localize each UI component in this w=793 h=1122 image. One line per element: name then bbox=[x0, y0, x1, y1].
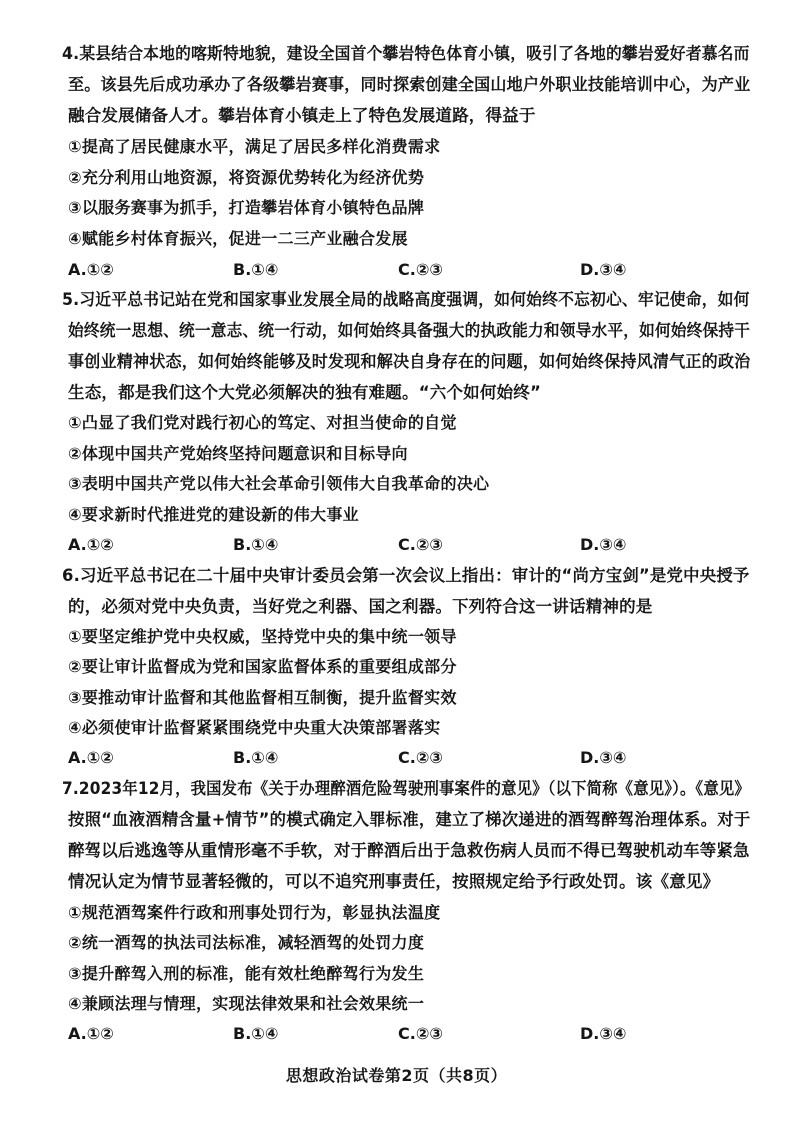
option-a[interactable]: A.①② bbox=[68, 260, 114, 279]
question-stem-line: 至。该县先后成功承办了各级攀岩赛事，同时探索创建全国山地户外职业技能培训中心，为产业 bbox=[68, 75, 751, 94]
question-stem-line: 融合发展储备人才。攀岩体育小镇走上了特色发展道路，得益于 bbox=[68, 106, 536, 125]
question-stem-line: 4.某县结合本地的喀斯特地貌，建设全国首个攀岩特色体育小镇，吸引了各地的攀岩爱好者慕名而 bbox=[62, 44, 750, 63]
option-c[interactable]: C.②③ bbox=[398, 260, 443, 279]
question-stem-line: 7.2023年12月，我国发布《关于办理醉酒危险驾驶刑事案件的意见》（以下简称《意见》）。《意见》 bbox=[62, 779, 750, 798]
option-a[interactable]: A.①② bbox=[68, 535, 114, 554]
statement-3: ③要推动审计监督和其他监督相互制衡，提升监督实效 bbox=[68, 688, 457, 707]
option-d[interactable]: D.③④ bbox=[580, 535, 627, 554]
option-b[interactable]: B.①④ bbox=[233, 535, 279, 554]
option-b[interactable]: B.①④ bbox=[233, 260, 279, 279]
question-stem-line: 6.习近平总书记在二十届中央审计委员会第一次会议上指出：审计的“尚方宝剑”是党中央授予 bbox=[62, 566, 750, 585]
question-stem-line: 醉驾以后逃逸等从重情形毫不手软，对于醉酒后出于急救伤病人员而不得已驾驶机动车等紧急 bbox=[68, 841, 750, 860]
option-b[interactable]: B.①④ bbox=[233, 748, 279, 767]
question-stem-line: 事创业精神状态，如何始终能够及时发现和解决自身存在的问题，如何始终保持风清气正的政治 bbox=[68, 352, 751, 371]
statement-1: ①提高了居民健康水平，满足了居民多样化消费需求 bbox=[68, 137, 441, 156]
question-stem-line: 情况认定为情节显著轻微的，可以不追究刑事责任，按照规定给予行政处罚。该《意见》 bbox=[68, 872, 720, 891]
option-c[interactable]: C.②③ bbox=[398, 535, 443, 554]
statement-1: ①凸显了我们党对践行初心的笃定、对担当使命的自觉 bbox=[68, 413, 457, 432]
option-d[interactable]: D.③④ bbox=[580, 1024, 627, 1043]
option-c[interactable]: C.②③ bbox=[398, 1024, 443, 1043]
statement-3: ③以服务赛事为抓手，打造攀岩体育小镇特色品牌 bbox=[68, 198, 425, 217]
option-b[interactable]: B.①④ bbox=[233, 1024, 279, 1043]
statement-2: ②充分利用山地资源，将资源优势转化为经济优势 bbox=[68, 168, 425, 187]
option-d[interactable]: D.③④ bbox=[580, 748, 627, 767]
statement-4: ④兼顾法理与情理，实现法律效果和社会效果统一 bbox=[68, 994, 425, 1013]
question-stem-line: 5.习近平总书记站在党和国家事业发展全局的战略高度强调，如何始终不忘初心、牢记使命，如何 bbox=[62, 290, 750, 309]
question-stem-line: 的，必须对党中央负责，当好党之利器、国之利器。下列符合这一讲话精神的是 bbox=[68, 597, 653, 616]
option-a[interactable]: A.①② bbox=[68, 748, 114, 767]
statement-3: ③表明中国共产党以伟大社会革命引领伟大自我革命的决心 bbox=[68, 474, 490, 493]
statement-1: ①规范酒驾案件行政和刑事处罚行为，彰显执法温度 bbox=[68, 903, 441, 922]
option-a[interactable]: A.①② bbox=[68, 1024, 114, 1043]
statement-2: ②体现中国共产党始终坚持问题意识和目标导向 bbox=[68, 444, 408, 463]
statement-3: ③提升醉驾入刑的标准，能有效杜绝醉驾行为发生 bbox=[68, 964, 425, 983]
statement-2: ②要让审计监督成为党和国家监督体系的重要组成部分 bbox=[68, 657, 457, 676]
statement-4: ④赋能乡村体育振兴，促进一二三产业融合发展 bbox=[68, 229, 408, 248]
statement-2: ②统一酒驾的执法司法标准，减轻酒驾的处罚力度 bbox=[68, 933, 425, 952]
page-footer: 思想政治试卷第2页（共8页） bbox=[285, 1066, 508, 1085]
option-c[interactable]: C.②③ bbox=[398, 748, 443, 767]
statement-4: ④要求新时代推进党的建设新的伟大事业 bbox=[68, 505, 359, 524]
question-stem-line: 按照“血液酒精含量+情节”的模式确定入罪标准，建立了梯次递进的酒驾醉驾治理体系。对于 bbox=[68, 810, 751, 829]
statement-1: ①要坚定维护党中央权威，坚持党中央的集中统一领导 bbox=[68, 627, 457, 646]
option-d[interactable]: D.③④ bbox=[580, 260, 627, 279]
question-stem-line: 生态，都是我们这个大党必须解决的独有难题。“六个如何始终” bbox=[68, 383, 541, 402]
statement-4: ④必须使审计监督紧紧围绕党中央重大决策部署落实 bbox=[68, 718, 441, 737]
question-stem-line: 始终统一思想、统一意志、统一行动，如何始终具备强大的执政能力和领导水平，如何始终保持干 bbox=[68, 321, 751, 340]
